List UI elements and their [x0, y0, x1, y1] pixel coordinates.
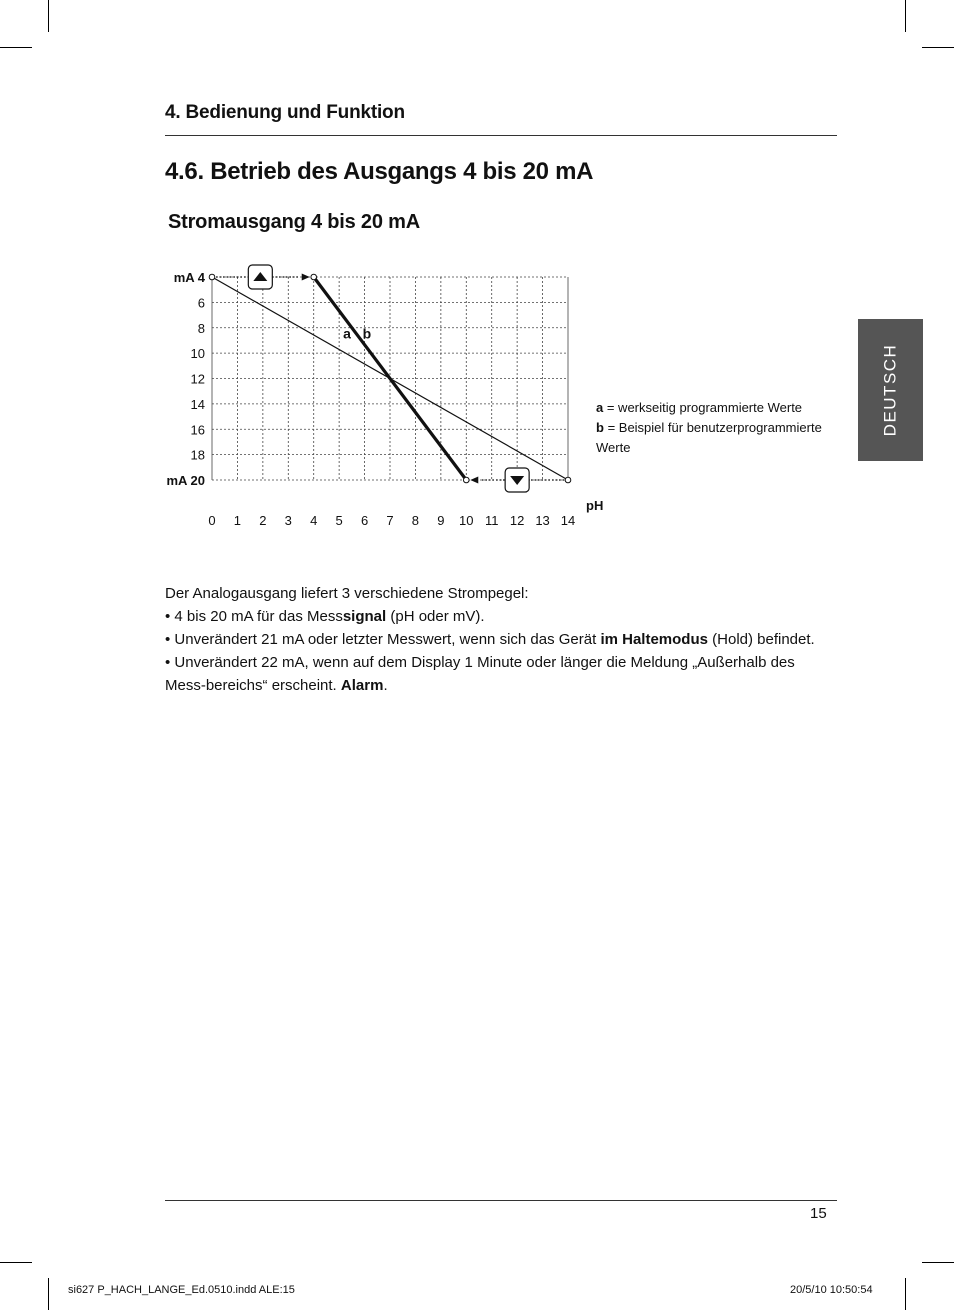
legend-item-b: [596, 418, 826, 458]
series-label-a: a: [343, 325, 351, 342]
x-tick-label: 5: [335, 513, 343, 528]
crop-mark: [922, 47, 954, 48]
y-tick-label: 8: [197, 320, 205, 336]
x-tick-label: 4: [310, 513, 318, 528]
legend-item-a: [596, 398, 826, 418]
list-item-text: • Unverändert 22 mA, wenn auf dem Display 1 Minute oder länger die Meldung „Außerhalb des Mess-bereichs“ erscheint.: [165, 654, 795, 694]
y-tick-label: mA 4: [173, 270, 205, 285]
footer-rule: [165, 1200, 837, 1201]
y-tick-label: 6: [197, 295, 205, 311]
crop-mark: [905, 0, 906, 32]
body-text: [165, 582, 837, 697]
crop-mark: [922, 1262, 954, 1263]
series-label-b: b: [362, 325, 372, 342]
print-timestamp: 20/5/10 10:50:54: [790, 1284, 873, 1296]
current-output-chart: [150, 260, 610, 535]
crop-mark: [48, 0, 49, 32]
x-tick-label: 12: [509, 513, 525, 528]
list-item-text: • Unverändert 21 mA oder letzter Messwert, wenn sich das Gerät: [165, 631, 601, 648]
data-point: [311, 274, 317, 280]
crop-mark: [48, 1278, 49, 1310]
data-point: [209, 274, 215, 280]
list-item-text: • 4 bis 20 mA für das Mess: [165, 608, 343, 625]
intro-paragraph: Der Analogausgang liefert 3 verschiedene Strompegel:: [165, 585, 529, 602]
language-tab-label: DEUTSCH: [880, 343, 900, 437]
list-item-text: (pH oder mV).: [386, 608, 485, 625]
legend-key-a: a: [596, 400, 604, 415]
x-tick-label: 14: [560, 513, 576, 528]
y-tick-label: 10: [190, 346, 205, 362]
list-item: [165, 605, 837, 628]
y-tick-label: 16: [190, 422, 205, 438]
data-point: [565, 477, 571, 483]
arrow-head: [470, 477, 478, 484]
chart-legend: [596, 398, 826, 458]
list-item-emphasis: im Haltemodus: [600, 631, 708, 648]
language-tab: [858, 319, 923, 461]
x-tick-label: 1: [233, 513, 242, 528]
arrow-head: [302, 274, 310, 281]
list-item-emphasis: signal: [342, 608, 387, 625]
x-axis-label: pH: [586, 498, 604, 513]
x-tick-label: 13: [535, 513, 550, 528]
x-tick-label: 3: [284, 513, 292, 528]
list-item: [165, 628, 837, 651]
y-tick-label: 18: [190, 447, 205, 463]
x-tick-label: 0: [208, 513, 216, 528]
header-rule: [165, 135, 837, 136]
x-tick-label: 9: [437, 513, 445, 528]
list-item-emphasis: Alarm: [340, 677, 384, 694]
x-tick-label: 10: [459, 513, 474, 528]
print-file-info: si627 P_HACH_LANGE_Ed.0510.indd ALE:15: [68, 1284, 295, 1296]
section-header: 4. Bedienung und Funktion: [165, 102, 405, 123]
data-point: [463, 477, 469, 483]
crop-mark: [0, 1262, 32, 1263]
x-tick-label: 11: [484, 513, 499, 528]
legend-text-b: = Beispiel für benutzerprogrammierte Werte: [596, 420, 822, 455]
crop-mark: [0, 47, 32, 48]
chart-title: Stromausgang 4 bis 20 mA: [168, 211, 420, 233]
y-tick-label: 14: [190, 396, 205, 412]
x-tick-label: 7: [386, 513, 394, 528]
legend-key-b: b: [596, 420, 604, 435]
list-item-text: (Hold) befindet.: [707, 631, 815, 648]
y-tick-label: 12: [190, 371, 205, 387]
crop-mark: [905, 1278, 906, 1310]
list-item-text: .: [383, 677, 388, 694]
x-tick-label: 2: [259, 513, 267, 528]
page-title: 4.6. Betrieb des Ausgangs 4 bis 20 mA: [165, 158, 594, 185]
list-item: [165, 651, 837, 697]
y-tick-label: mA 20: [166, 473, 205, 488]
x-tick-label: 6: [360, 513, 369, 528]
legend-text-a: = werkseitig programmierte Werte: [603, 400, 803, 415]
page-number: 15: [810, 1205, 827, 1222]
x-tick-label: 8: [411, 513, 420, 528]
